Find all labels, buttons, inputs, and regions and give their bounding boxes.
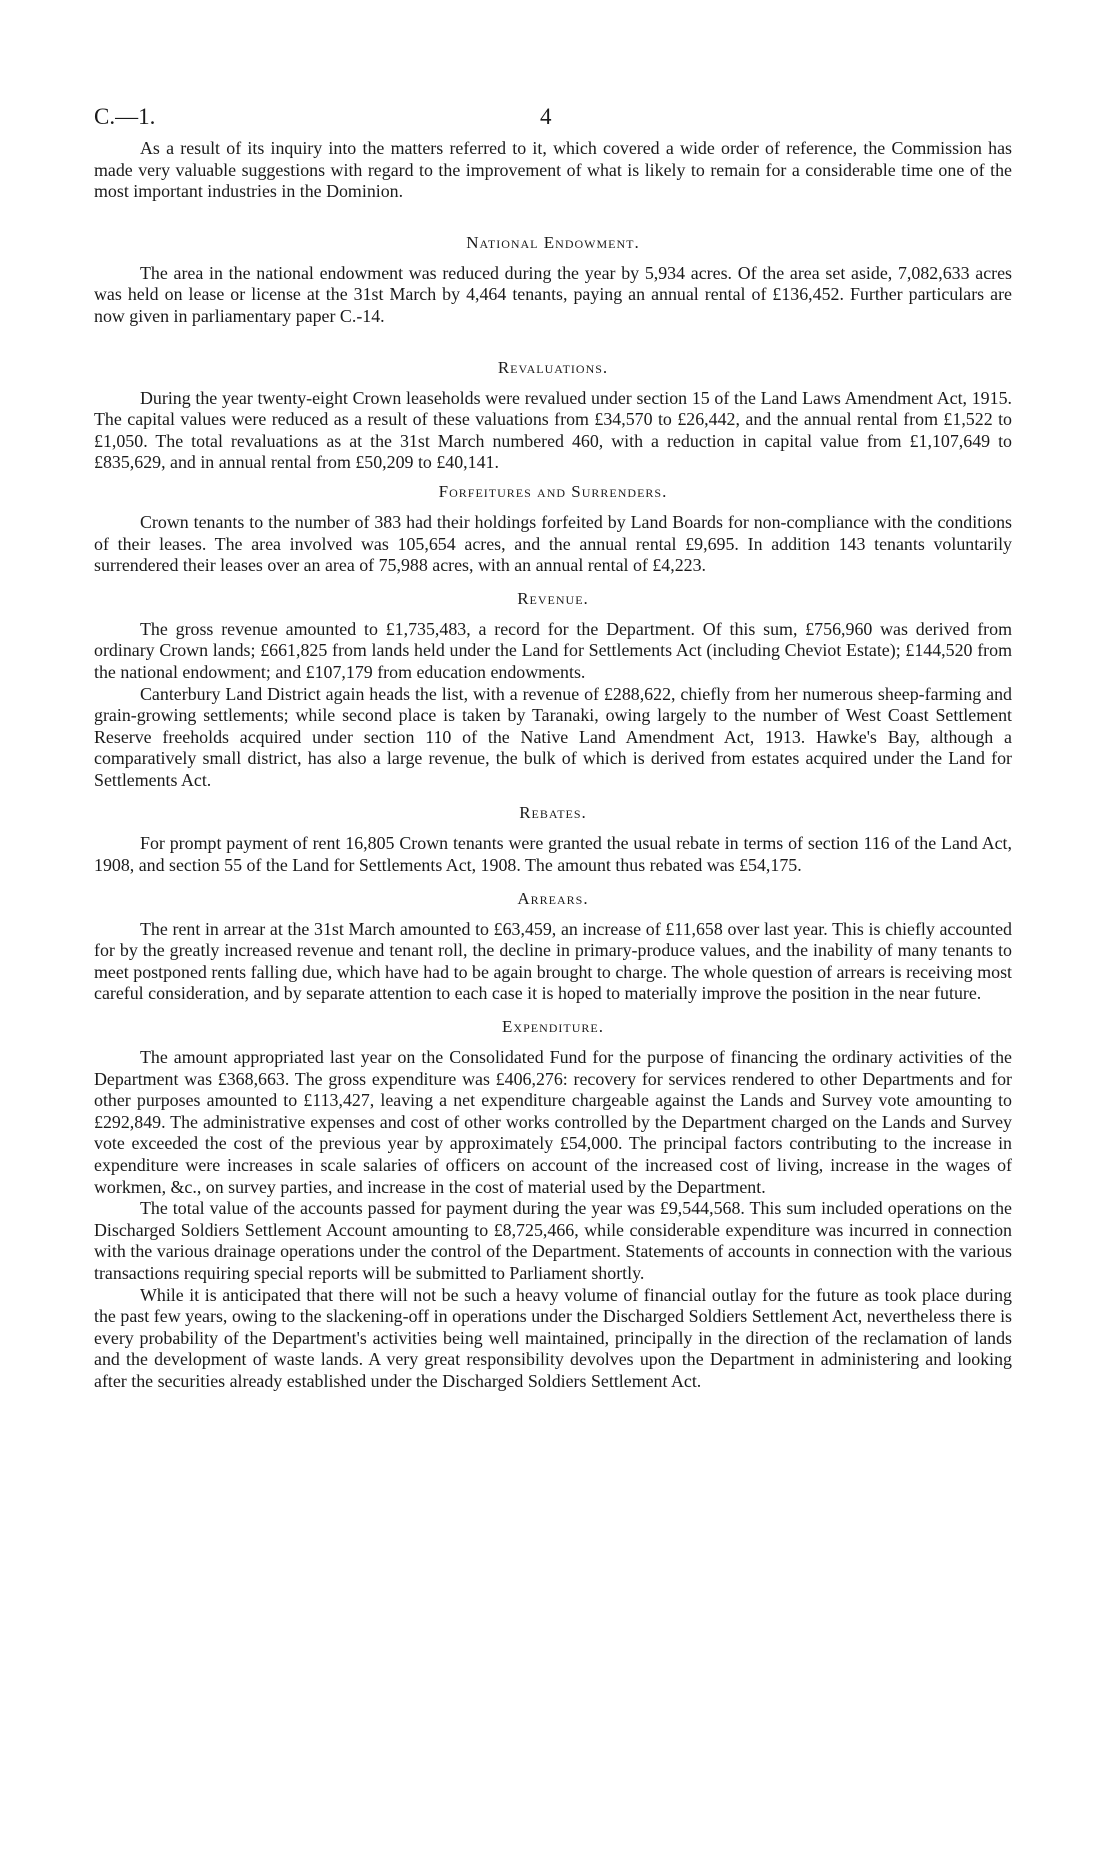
section-paragraph: For prompt payment of rent 16,805 Crown tenants were granted the usual rebate in terms of section 116 of the Land Act, 1908, and section 55 of the Land for Settlements Act, 1908. The amount thus rebated was £54,175. <box>94 833 1012 876</box>
section-paragraph: The gross revenue amounted to £1,735,483, a record for the Department. Of this sum, £756,960 was derived from ordinary Crown lands; £661,825 from lands held under the Land for Settlements Act (including Cheviot Estate); £144,520 from the national endowment; and £107,179 from education endowments. <box>94 618 1012 682</box>
section-national-endowment <box>94 233 1012 328</box>
section-title: Expenditure. <box>502 1017 604 1037</box>
section-title: Rebates. <box>519 803 587 823</box>
report-reference: C.—1. <box>94 104 156 129</box>
section-paragraph: While it is anticipated that there will not be such a heavy volume of financial outlay for the future as took place during the past few years, owing to the slackening-off in operations under the Discharged Soldiers Settlement Act, nevertheless there is every probability of the Department's activities being well maintained, principally in the direction of the reclamation of lands and the development of waste lands. A very great responsibility devolves upon the Department in administering and looking after the securities already established under the Discharged Soldiers Settlement Act. <box>94 1284 1012 1391</box>
section-arrears <box>94 889 1012 1005</box>
section-revaluations <box>94 358 1012 474</box>
section-paragraph: The rent in arrear at the 31st March amounted to £63,459, an increase of £11,658 over last year. This is chiefly accounted for by the greatly increased revenue and tenant roll, the decline in primary-produce values, and the inability of many tenants to meet postponed rents falling due, which have had to be again brought to charge. The whole question of arrears is receiving most careful consideration, and by separate attention to each case it is hoped to materially improve the position in the near future. <box>94 918 1012 1004</box>
intro-paragraph: As a result of its inquiry into the matters referred to it, which covered a wide order of reference, the Commission has made very valuable suggestions with regard to the improvement of what is likely to remain for a considerable time one of the most important industries in the Dominion. <box>94 138 1012 202</box>
section-paragraph: The total value of the accounts passed for payment during the year was £9,544,568. This sum included operations on the Discharged Soldiers Settlement Account amounting to £8,725,466, while considerable expenditure was incurred in connection with the various drainage operations under the control of the Department. Statements of accounts in connection with the various transactions requiring special reports will be submitted to Parliament shortly. <box>94 1198 1012 1283</box>
section-title: National Endowment. <box>466 232 640 252</box>
section-paragraph: The area in the national endowment was reduced during the year by 5,934 acres. Of the area set aside, 7,082,633 acres was held on lease or license at the 31st March by 4,464 tenants, paying an annual rental of £136,452. Further particulars are now given in parliamentary paper C.-14. <box>94 262 1012 326</box>
page-number: 4 <box>540 104 552 129</box>
section-revenue <box>94 589 1012 792</box>
section-title: Revaluations. <box>497 357 609 377</box>
section-paragraph: Crown tenants to the number of 383 had their holdings forfeited by Land Boards for non-compliance with the conditions of their leases. The area involved was 105,654 acres, and the annual rental £9,695. In addition 143 tenants voluntarily surrendered their leases over an area of 75,988 acres, with an annual rental of £4,223. <box>94 511 1012 576</box>
section-paragraph: The amount appropriated last year on the Consolidated Fund for the purpose of financing the ordinary activities of the Department was £368,663. The gross expenditure was £406,276: recovery for services rendered to other Departments and for other purposes amounted to £113,427, leaving a net expenditure chargeable against the Lands and Survey vote amounting to £292,849. The administrative expenses and cost of other works controlled by the Department charged on the Lands and Survey vote exceeded the cost of the previous year by approximately £54,000. The principal factors contributing to the increase in expenditure were increases in scale salaries of officers on account of the increased cost of living, increase in the wages of workmen, &c., on survey parties, and increase in the cost of material used by the Department. <box>94 1047 1012 1197</box>
page-header <box>94 104 1012 138</box>
section-title: Forfeitures and Surrenders. <box>438 481 668 501</box>
section-paragraph: During the year twenty-eight Crown leaseholds were revalued under section 15 of the Land Laws Amendment Act, 1915. The capital values were reduced as a result of these valuations from £34,570 to £26,442, and the annual rental from £1,522 to £1,050. The total revaluations as at the 31st March numbered 460, with a reduction in capital value from £1,107,649 to £835,629, and in annual rental from £50,209 to £40,141. <box>94 387 1012 473</box>
section-title: Arrears. <box>517 888 589 908</box>
section-paragraph: Canterbury Land District again heads the list, with a revenue of £288,622, chiefly from her numerous sheep-farming and grain-growing settlements; while second place is taken by Taranaki, owing largely to the number of West Coast Settlement Reserve freeholds acquired under section 110 of the Native Land Amendment Act, 1913. Hawke's Bay, although a comparatively small district, has also a large revenue, the bulk of which is derived from estates acquired under the Land for Settlements Act. <box>94 683 1012 790</box>
section-title: Revenue. <box>517 588 589 608</box>
section-forfeitures-and-surrenders <box>94 482 1012 577</box>
document-page <box>94 104 1012 1393</box>
section-rebates <box>94 803 1012 876</box>
section-expenditure <box>94 1017 1012 1393</box>
